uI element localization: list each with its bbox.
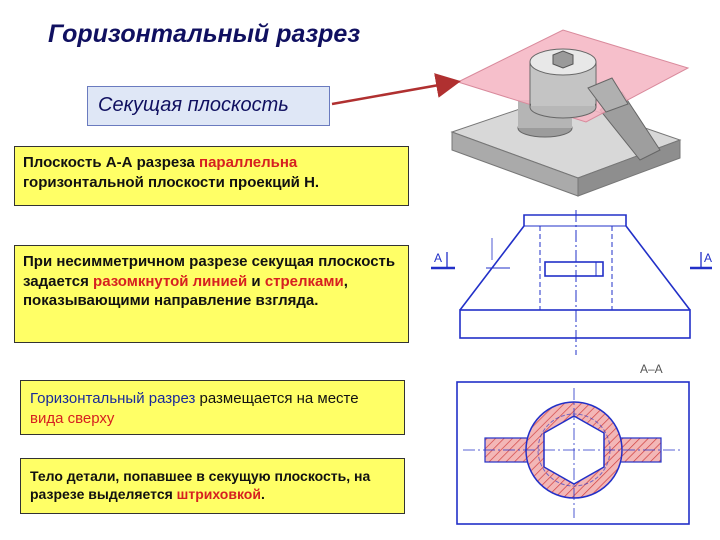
section-title: А–А (640, 362, 663, 376)
section-mark-right: А (704, 251, 713, 265)
note-highlight: штриховкой (176, 486, 261, 503)
note-text: . (260, 486, 265, 503)
front-view (431, 210, 712, 355)
note-highlight: параллельна (199, 154, 298, 171)
section-view (457, 382, 689, 524)
secant-plane-label: Секущая плоскость (98, 94, 289, 116)
page-title: Горизонтальный разрез (48, 20, 361, 48)
note-text: горизонтальной плоскости проекций Н. (23, 173, 320, 191)
section-mark-left: А (434, 251, 443, 265)
note-highlight: разомкнутой линией (93, 272, 248, 290)
note-text: и (247, 272, 265, 290)
note-text: Плоскость А-А разреза (23, 154, 200, 171)
note-highlight: стрелками (264, 272, 344, 290)
note-text: размещается на месте (195, 390, 359, 407)
pointer-arrow (332, 82, 456, 104)
note-text: При несимметричном разрезе секущая плоскость задается (23, 253, 396, 290)
note-text: Тело детали, попавшее в секущую плоскость, на разрезе выделяется (30, 468, 371, 503)
isometric-model (452, 30, 688, 196)
note-highlight: вида сверху (30, 409, 115, 427)
note-text: , показывающими направление взгляда. (23, 272, 348, 309)
note-highlight: Горизонтальный разрез (30, 390, 196, 407)
